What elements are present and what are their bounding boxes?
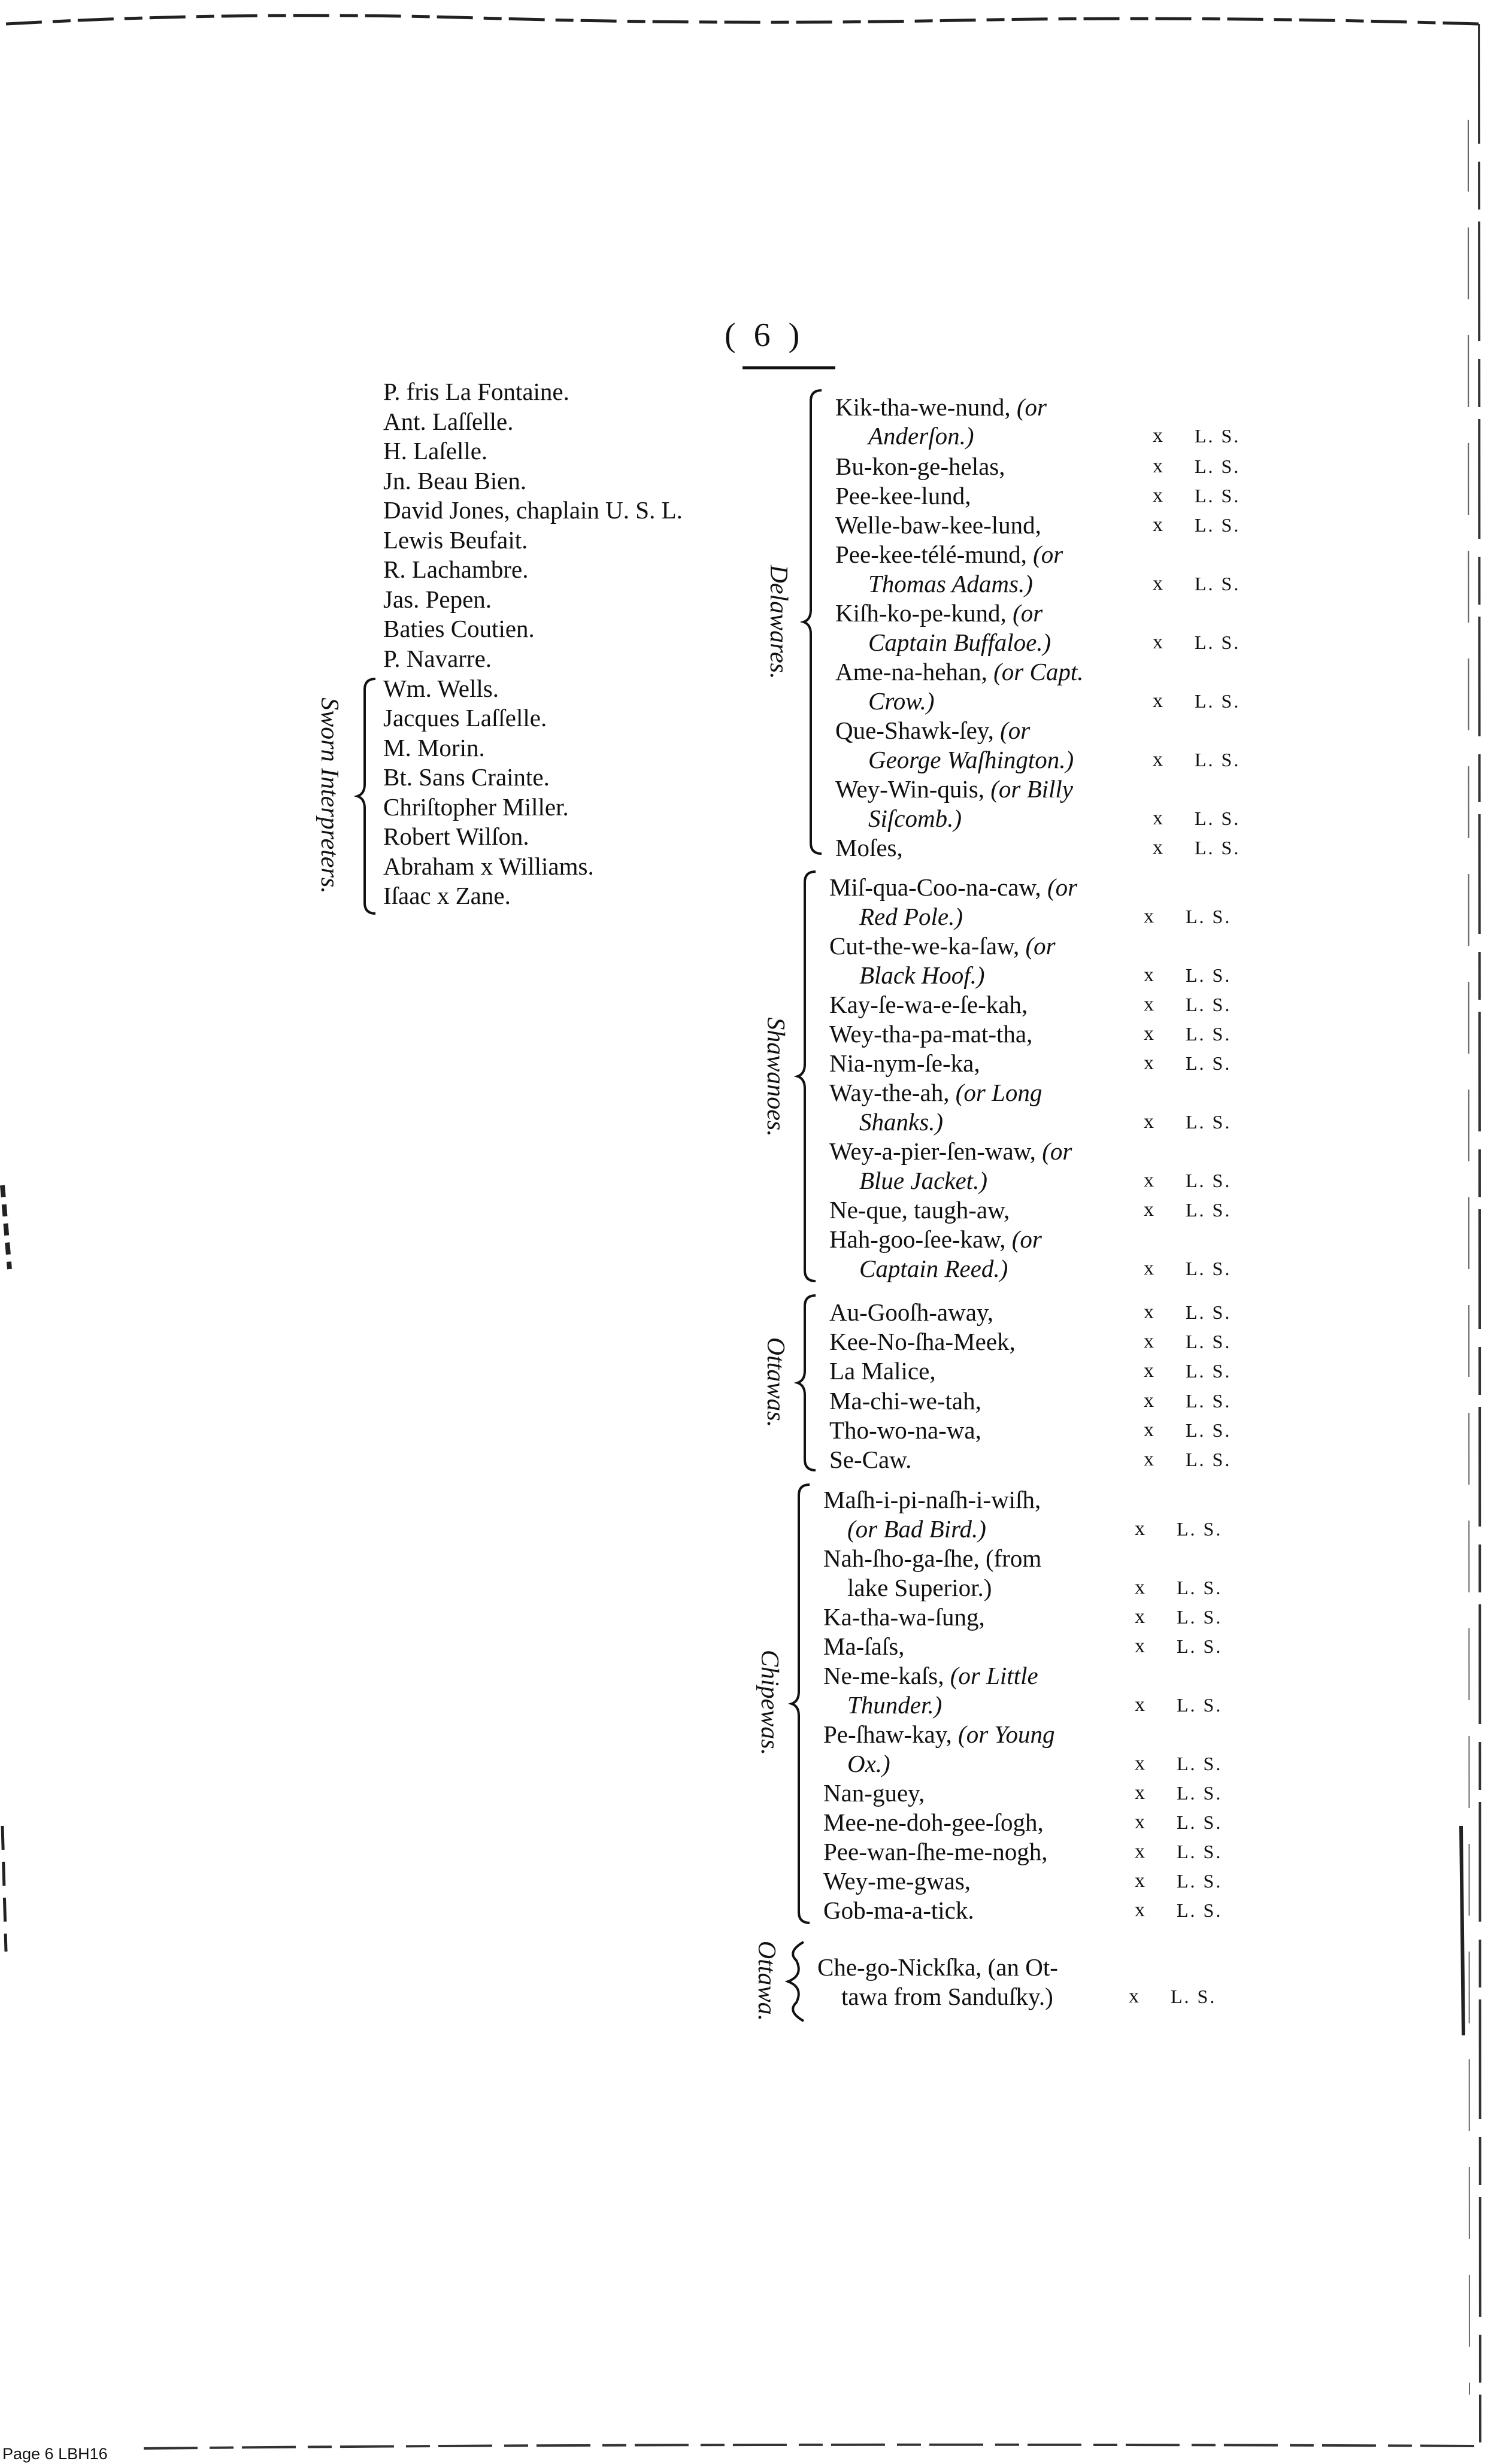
seal-mark: L. S.: [1186, 1258, 1232, 1279]
signatory-native-name: Ka-tha-wa-ſung,: [823, 1603, 985, 1631]
signatory-name: [829, 1195, 1010, 1224]
signature-mark: x: [1153, 807, 1163, 829]
signatory-alias-continued: Black Hoof.): [859, 961, 985, 989]
tribe-brace: [802, 388, 826, 856]
signature-mark: x: [1144, 1198, 1154, 1221]
signatory-alias: (or: [1041, 873, 1078, 901]
seal-mark: L. S.: [1186, 1023, 1232, 1045]
seal-mark: L. S.: [1186, 1360, 1232, 1382]
signatory-alias: (or Billy: [984, 775, 1073, 803]
seal-mark: L. S.: [1186, 906, 1232, 927]
signatory-native-name: Mee-ne-doh-gee-ſogh,: [823, 1808, 1044, 1836]
seal-mark: L. S.: [1195, 749, 1241, 770]
witness-name: Ant. Laſſelle.: [383, 408, 514, 435]
seal-mark: L. S.: [1186, 1111, 1232, 1133]
signatory-alias: (or Little: [944, 1662, 1038, 1689]
signatory-alias: (or: [1010, 393, 1047, 421]
tribe-brace: [786, 1940, 810, 2023]
signature-mark: x: [1153, 514, 1163, 536]
interpreter-name: Wm. Wells.: [383, 675, 499, 702]
seal-mark: L. S.: [1177, 1606, 1223, 1628]
signature-mark: x: [1153, 455, 1163, 477]
signatory-name: [823, 1837, 1048, 1866]
signatory-name: [835, 481, 971, 510]
signature-mark: x: [1135, 1840, 1145, 1862]
witness-name: H. Laſelle.: [383, 437, 488, 465]
signature-mark: x: [1144, 964, 1154, 986]
seal-mark: L. S.: [1186, 1170, 1232, 1191]
witness-name: Baties Coutien.: [383, 615, 535, 642]
signatory-native-name: Moſes,: [835, 834, 903, 861]
signatory-alias: (or: [1035, 1137, 1072, 1165]
interpreter-name: M. Morin.: [383, 734, 485, 761]
signatory-native-name: Nan-guey,: [823, 1779, 925, 1807]
signature-mark: x: [1144, 1110, 1154, 1133]
signatory-name: [823, 1485, 1041, 1514]
signatory-name: [823, 1779, 925, 1807]
seal-mark: L. S.: [1195, 425, 1241, 447]
signatory-alias-continued: Siſcomb.): [868, 805, 962, 832]
signatory-name: [835, 775, 1073, 803]
signature-mark: x: [1144, 1448, 1154, 1470]
signature-mark: x: [1144, 1022, 1154, 1045]
signature-mark: x: [1144, 1330, 1154, 1352]
signatory-name: [829, 1416, 981, 1445]
signatory-native-name: Ma-ſaſs,: [823, 1632, 905, 1660]
signatory-name: [829, 1445, 911, 1474]
seal-mark: L. S.: [1195, 632, 1241, 653]
signatory-native-name: Ne-me-kaſs,: [823, 1662, 944, 1689]
signatory-name: [829, 990, 1028, 1019]
interpreter-name: Robert Wilſon.: [383, 823, 529, 850]
signatory-name: [835, 540, 1063, 569]
signature-mark: x: [1135, 1606, 1145, 1628]
seal-mark: L. S.: [1177, 1899, 1223, 1921]
signatory-native-name: La Malice,: [829, 1357, 936, 1385]
signature-mark: x: [1144, 1052, 1154, 1074]
signatory-name: [829, 1137, 1072, 1166]
page-footer: Page 6 LBH16: [2, 2445, 108, 2463]
signature-mark: x: [1135, 1811, 1145, 1833]
tribe-label: Ottawa.: [753, 1940, 780, 2022]
signature-mark: x: [1153, 748, 1163, 770]
witness-name: P. Navarre.: [383, 645, 492, 672]
tribe-label: Chipewas.: [756, 1649, 783, 1756]
signatory-name: [823, 1632, 905, 1661]
signature-mark: x: [1153, 484, 1163, 506]
signatory-native-name: Au-Gooſh-away,: [829, 1298, 994, 1326]
signature-mark: x: [1153, 424, 1163, 447]
witness-name: David Jones, chaplain U. S. L.: [383, 496, 683, 524]
signatory-native-name: Nia-nym-ſe-ka,: [829, 1049, 980, 1077]
signatory-name: [829, 1019, 1032, 1048]
seal-mark: L. S.: [1177, 1635, 1223, 1657]
signatory-name: [829, 873, 1077, 902]
signatory-name: [829, 1357, 936, 1385]
signatory-alias-continued: Ox.): [847, 1750, 890, 1777]
tribe-brace: [790, 1482, 814, 1925]
signatory-name: [823, 1896, 974, 1925]
signatory-native-name: Hah-goo-ſee-kaw,: [829, 1225, 1006, 1253]
witness-name: P. fris La Fontaine.: [383, 378, 569, 405]
signatory-alias-continued: Thunder.): [847, 1691, 943, 1719]
signatory-native-name: Wey-tha-pa-mat-tha,: [829, 1020, 1033, 1048]
signature-mark: x: [1144, 1169, 1154, 1191]
seal-mark: L. S.: [1186, 1331, 1232, 1352]
signatory-alias-continued: Anderſon.): [868, 422, 974, 450]
signatory-name: [829, 1386, 981, 1415]
signatory-alias: (or: [1005, 1225, 1042, 1253]
signatory-name: [829, 931, 1056, 960]
seal-mark: L. S.: [1186, 1390, 1232, 1412]
interpreters-brace: [356, 676, 380, 916]
signatory-alias-continued: Blue Jacket.): [859, 1167, 987, 1194]
signatory-name: [823, 1603, 985, 1631]
signatory-alias-continued: George Waſhington.): [868, 746, 1074, 773]
signatory-alias-continued: Captain Buffaloe.): [868, 629, 1051, 656]
signatory-alias: (or: [1019, 932, 1056, 960]
signatory-native-name: Pee-kee-lund,: [835, 482, 971, 509]
signatory-name: [823, 1544, 1041, 1573]
signatory-native-name: Pe-ſhaw-kay,: [823, 1720, 952, 1748]
signatory-native-name: Kiſh-ko-pe-kund,: [835, 599, 1007, 627]
signatory-alias: (or Young: [951, 1720, 1055, 1748]
signatory-alias: (or Long: [949, 1079, 1043, 1106]
signatory-native-name: Maſh-i-pi-naſh-i-wiſh,: [823, 1486, 1041, 1513]
signatory-alias-continued: Thomas Adams.): [868, 570, 1033, 597]
tribe-brace: [796, 869, 820, 1283]
signatory-name: [823, 1720, 1054, 1749]
signatory-alias: (or Capt.: [987, 658, 1084, 685]
signatory-alias-continued: lake Superior.): [847, 1574, 992, 1601]
signatory-alias: (or: [993, 717, 1031, 744]
seal-mark: L. S.: [1186, 994, 1232, 1015]
signatory-native-name: Pee-kee-télé-mund,: [835, 541, 1027, 568]
signature-mark: x: [1144, 993, 1154, 1015]
signatory-native-name: Que-Shawk-ſey,: [835, 717, 994, 744]
seal-mark: L. S.: [1186, 1199, 1232, 1221]
signatory-name: [823, 1661, 1038, 1690]
signatory-name: [835, 452, 1005, 481]
seal-mark: L. S.: [1195, 514, 1241, 536]
interpreters-label: Sworn Interpreters.: [316, 697, 343, 894]
signatory-name: [829, 1078, 1042, 1107]
signatory-native-name: Wey-Win-quis,: [835, 775, 984, 803]
seal-mark: L. S.: [1177, 1782, 1223, 1804]
seal-mark: L. S.: [1177, 1870, 1223, 1892]
seal-mark: L. S.: [1186, 1419, 1232, 1441]
interpreter-name: Bt. Sans Crainte.: [383, 763, 550, 791]
signatory-name: [829, 1327, 1016, 1356]
signatory-name: [829, 1225, 1042, 1254]
seal-mark: L. S.: [1186, 1449, 1232, 1470]
signatory-name: [835, 716, 1030, 745]
signatory-alias: (or: [1006, 599, 1043, 627]
signatory-native-name: Miſ-qua-Coo-na-caw,: [829, 873, 1041, 901]
signature-mark: x: [1153, 631, 1163, 653]
interpreter-name: Iſaac x Zane.: [383, 882, 511, 909]
signature-mark: x: [1144, 1301, 1154, 1323]
interpreter-name: Abraham x Williams.: [383, 852, 594, 880]
signatory-native-name: Ame-na-hehan,: [835, 658, 987, 685]
signature-mark: x: [1135, 1899, 1145, 1921]
page-number: ( 6 ): [725, 317, 805, 354]
seal-mark: L. S.: [1177, 1577, 1223, 1598]
signature-mark: x: [1135, 1752, 1145, 1774]
signatory-alias-continued: (or Bad Bird.): [847, 1515, 986, 1543]
seal-mark: L. S.: [1186, 1301, 1232, 1323]
seal-mark: L. S.: [1177, 1811, 1223, 1833]
signatory-native-name: Kee-No-ſha-Meek,: [829, 1328, 1016, 1355]
signatory-native-name: Tho-wo-na-wa,: [829, 1416, 981, 1444]
signatory-name: [829, 1049, 980, 1078]
signatory-native-name: Welle-baw-kee-lund,: [835, 511, 1041, 539]
signatory-name: [835, 599, 1043, 627]
seal-mark: L. S.: [1195, 808, 1241, 829]
seal-mark: L. S.: [1195, 837, 1241, 858]
signature-mark: x: [1144, 1389, 1154, 1412]
seal-mark: L. S.: [1195, 485, 1241, 506]
tribe-brace: [796, 1293, 820, 1473]
signature-mark: x: [1135, 1870, 1145, 1892]
signatory-name: [823, 1867, 971, 1895]
signature-mark: x: [1144, 1419, 1154, 1441]
signatory-native-name: Che-go-Nickſka, (an Ot-: [817, 1953, 1058, 1981]
signature-mark: x: [1135, 1518, 1145, 1540]
signatory-native-name: Se-Caw.: [829, 1446, 912, 1473]
signatory-native-name: Way-the-ah,: [829, 1079, 950, 1106]
signatory-alias-continued: Crow.): [868, 687, 935, 715]
seal-mark: L. S.: [1177, 1841, 1223, 1862]
signatory-native-name: Bu-kon-ge-helas,: [835, 453, 1005, 480]
seal-mark: L. S.: [1177, 1753, 1223, 1774]
signatory-native-name: Wey-me-gwas,: [823, 1867, 971, 1895]
interpreter-name: Chriſtopher Miller.: [383, 793, 569, 821]
tribe-label: Ottawas.: [762, 1337, 789, 1428]
seal-mark: L. S.: [1171, 1986, 1217, 2007]
signatory-alias: (or: [1026, 541, 1063, 568]
seal-mark: L. S.: [1186, 1052, 1232, 1074]
signatory-alias-continued: Captain Reed.): [859, 1255, 1008, 1282]
signature-mark: x: [1153, 690, 1163, 712]
signatory-native-name: Nah-ſho-ga-ſhe, (from: [823, 1544, 1042, 1572]
signatory-alias-continued: tawa from Sanduſky.): [841, 1983, 1053, 2010]
signatory-native-name: Ma-chi-we-tah,: [829, 1387, 981, 1415]
signatory-name: [835, 511, 1041, 539]
page-number-rule: [743, 366, 835, 369]
signature-mark: x: [1153, 836, 1163, 858]
seal-mark: L. S.: [1195, 456, 1241, 477]
signature-mark: x: [1135, 1635, 1145, 1657]
signatory-native-name: Ne-que, taugh-aw,: [829, 1196, 1010, 1224]
signatory-name: [835, 657, 1083, 686]
signatory-name: [823, 1808, 1044, 1837]
signature-mark: x: [1144, 1257, 1154, 1279]
seal-mark: L. S.: [1177, 1518, 1223, 1540]
seal-mark: L. S.: [1186, 964, 1232, 986]
signatory-alias-continued: Red Pole.): [859, 903, 963, 930]
interpreter-name: Jacques Laſſelle.: [383, 704, 547, 732]
signatory-native-name: Kik-tha-we-nund,: [835, 393, 1011, 421]
witness-name: R. Lachambre.: [383, 556, 529, 583]
seal-mark: L. S.: [1195, 690, 1241, 712]
signatory-native-name: Kay-ſe-wa-e-ſe-kah,: [829, 991, 1028, 1018]
signatory-name: [835, 393, 1047, 421]
signature-mark: x: [1144, 905, 1154, 927]
signature-mark: x: [1129, 1985, 1139, 2007]
signatory-native-name: Pee-wan-ſhe-me-nogh,: [823, 1838, 1048, 1865]
signatory-name: [817, 1953, 1058, 1981]
signatory-native-name: Gob-ma-a-tick.: [823, 1896, 974, 1924]
signature-mark: x: [1135, 1694, 1145, 1716]
witness-name: Lewis Beufait.: [383, 526, 528, 554]
signature-mark: x: [1144, 1360, 1154, 1382]
tribe-label: Delawares.: [765, 565, 792, 679]
signature-mark: x: [1153, 572, 1163, 594]
witness-name: Jas. Pepen.: [383, 585, 492, 613]
seal-mark: L. S.: [1177, 1694, 1223, 1716]
signature-mark: x: [1135, 1782, 1145, 1804]
signatory-native-name: Cut-the-we-ka-ſaw,: [829, 932, 1020, 960]
witness-name: Jn. Beau Bien.: [383, 467, 527, 494]
signatory-alias-continued: Shanks.): [859, 1108, 944, 1136]
signatory-native-name: Wey-a-pier-ſen-waw,: [829, 1137, 1036, 1165]
signature-mark: x: [1135, 1576, 1145, 1598]
signatory-name: [835, 833, 903, 862]
seal-mark: L. S.: [1195, 573, 1241, 594]
signatory-name: [829, 1298, 993, 1327]
tribe-label: Shawanoes.: [762, 1017, 789, 1137]
